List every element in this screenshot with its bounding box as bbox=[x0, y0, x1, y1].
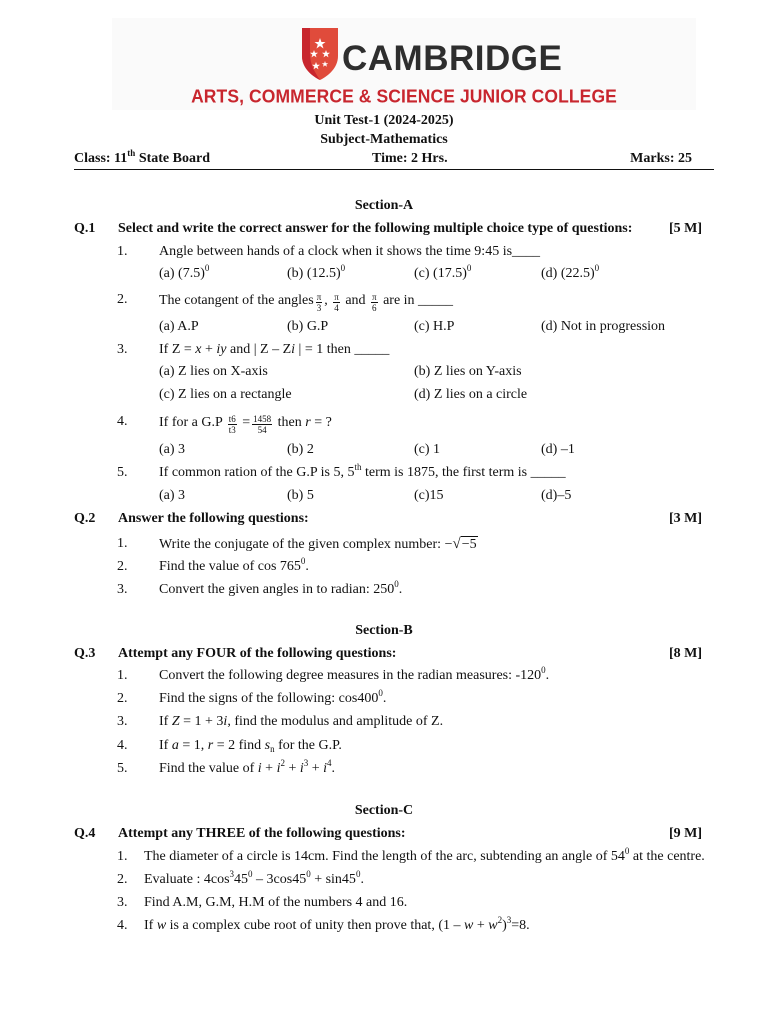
text-run: (b) 2 bbox=[287, 442, 314, 457]
text-run: = ? bbox=[310, 415, 332, 430]
item-number: 3. bbox=[117, 582, 128, 597]
superscript: 0 bbox=[378, 688, 383, 698]
text-run: If bbox=[159, 714, 172, 729]
question-number: Q.3 bbox=[74, 646, 96, 661]
question-item bbox=[117, 556, 717, 579]
superscript: 0 bbox=[204, 263, 210, 273]
text-run: = 1 + 3 bbox=[179, 714, 224, 729]
question-item bbox=[117, 462, 717, 485]
superscript: 3 bbox=[506, 915, 512, 925]
item-text bbox=[159, 714, 443, 730]
option-c bbox=[414, 442, 440, 458]
option-b bbox=[287, 488, 314, 504]
question-marks: [5 M] bbox=[668, 221, 702, 236]
question-instruction: Answer the following questions: bbox=[118, 511, 309, 526]
option-d bbox=[541, 442, 575, 458]
item-number: 3. bbox=[117, 895, 128, 910]
text-run: Time: 2 Hrs. bbox=[372, 151, 448, 166]
question-instruction: Select and write the correct answer for the following multiple choice type of questions: bbox=[118, 221, 633, 236]
text-run: (b) G.P bbox=[287, 319, 329, 334]
text-run: If for a G.P bbox=[159, 415, 226, 430]
option-a bbox=[159, 263, 210, 282]
text-run: Convert the given angles in to radian: 250 bbox=[159, 582, 395, 597]
math-variable: x bbox=[195, 342, 202, 357]
text-run: (b) (12.5) bbox=[287, 266, 341, 281]
item-text bbox=[159, 556, 309, 575]
section-title: Section-B bbox=[355, 623, 413, 638]
superscript: 0 bbox=[624, 846, 630, 856]
exam-meta-row bbox=[74, 150, 714, 170]
superscript: 0 bbox=[394, 579, 399, 589]
question-item bbox=[117, 536, 717, 556]
fraction bbox=[371, 292, 378, 313]
question-header bbox=[74, 826, 704, 846]
text-run: | = 1 then _____ bbox=[295, 342, 390, 357]
question-number: Q.2 bbox=[74, 511, 96, 526]
section-title: Section-C bbox=[354, 803, 414, 818]
item-text bbox=[159, 688, 387, 707]
question-marks: [9 M] bbox=[668, 826, 702, 841]
text-run: Find the value of bbox=[159, 761, 258, 776]
text-run: (d) (22.5) bbox=[541, 266, 595, 281]
text-run: is a complex cube root of unity then prove that, (1 – bbox=[166, 918, 464, 933]
text-run: (c)15 bbox=[414, 488, 444, 503]
text-run: . bbox=[398, 582, 403, 597]
superscript: 0 bbox=[340, 263, 346, 273]
item-number: 1. bbox=[117, 244, 128, 259]
superscript: 3 bbox=[229, 869, 235, 879]
text-run: (a) 3 bbox=[159, 442, 186, 457]
text-run: and | Z – Z bbox=[226, 342, 292, 357]
text-run: ) bbox=[502, 918, 507, 933]
text-run: (d)–5 bbox=[541, 488, 572, 503]
math-variable: Z bbox=[171, 714, 180, 729]
math-variable: i bbox=[299, 761, 304, 776]
text-run: then bbox=[274, 415, 306, 430]
option-b bbox=[287, 442, 314, 458]
item-number: 4. bbox=[117, 414, 128, 429]
text-run: , find the modulus and amplitude of Z. bbox=[227, 714, 444, 729]
text-run: If bbox=[144, 918, 157, 933]
superscript: 0 bbox=[466, 263, 472, 273]
text-run: Find A.M, G.M, H.M of the numbers 4 and 16. bbox=[144, 895, 408, 910]
option-d bbox=[541, 488, 571, 504]
math-variable: iy bbox=[216, 342, 227, 357]
text-run: If bbox=[159, 738, 172, 753]
text-run: (c) 1 bbox=[414, 442, 441, 457]
text-run: Marks: 25 bbox=[630, 151, 692, 166]
question-number: Q.1 bbox=[74, 221, 96, 236]
question-item bbox=[117, 342, 717, 362]
college-header bbox=[112, 18, 696, 110]
text-run: + sin45 bbox=[310, 872, 356, 887]
item-text bbox=[159, 342, 389, 358]
fraction bbox=[252, 414, 272, 435]
text-run: =8. bbox=[511, 918, 530, 933]
text-run: If Z = bbox=[159, 342, 196, 357]
fraction-denominator: 6 bbox=[372, 303, 377, 313]
square-root bbox=[452, 536, 477, 553]
marks-info bbox=[630, 151, 692, 167]
item-number: 5. bbox=[117, 465, 128, 480]
text-run: . bbox=[331, 761, 336, 776]
text-run: (c) (17.5) bbox=[414, 266, 467, 281]
question-instruction: Attempt any THREE of the following questions: bbox=[118, 826, 406, 841]
fraction-numerator: π bbox=[316, 292, 322, 302]
text-run: + bbox=[308, 761, 324, 776]
question-item bbox=[117, 915, 717, 938]
text-run: + bbox=[261, 761, 277, 776]
text-run: (b) Z lies on Y-axis bbox=[414, 364, 522, 379]
fraction-numerator: π bbox=[372, 292, 377, 302]
question-item bbox=[117, 292, 717, 312]
text-run: + bbox=[473, 918, 489, 933]
superscript: 4 bbox=[327, 758, 332, 768]
item-number: 4. bbox=[117, 738, 128, 753]
item-number: 2. bbox=[117, 292, 128, 307]
text-run: = bbox=[238, 415, 251, 430]
superscript: 0 bbox=[355, 869, 361, 879]
item-text bbox=[144, 895, 407, 911]
fraction-denominator: 54 bbox=[257, 425, 267, 435]
time-info bbox=[372, 151, 448, 167]
option-b bbox=[287, 319, 328, 335]
math-variable: i bbox=[291, 342, 296, 357]
question-item bbox=[117, 688, 717, 711]
option-a bbox=[159, 442, 185, 458]
question-item bbox=[117, 846, 717, 869]
text-run: State Board bbox=[135, 151, 210, 166]
text-run: . bbox=[545, 668, 550, 683]
text-run: , bbox=[324, 293, 332, 308]
section-title: Section-A bbox=[354, 198, 414, 213]
math-variable: r bbox=[207, 738, 214, 753]
text-run: (a) 3 bbox=[159, 488, 186, 503]
item-number: 5. bbox=[117, 761, 128, 776]
text-run: − bbox=[444, 537, 453, 552]
text-run: . bbox=[382, 691, 387, 706]
question-instruction: Attempt any FOUR of the following questions: bbox=[118, 646, 397, 661]
item-text bbox=[144, 915, 530, 934]
superscript: th bbox=[354, 462, 362, 472]
math-variable: w bbox=[464, 918, 474, 933]
question-number: Q.4 bbox=[74, 826, 96, 841]
fraction-numerator: 1458 bbox=[253, 414, 272, 424]
math-variable: s bbox=[264, 738, 271, 753]
option-b bbox=[414, 364, 522, 380]
option-b bbox=[287, 263, 346, 282]
text-run: The cotangent of the angles bbox=[159, 293, 314, 308]
item-number: 2. bbox=[117, 559, 128, 574]
text-run: If common ration of the G.P is 5, 5 bbox=[159, 465, 355, 480]
item-text bbox=[159, 414, 332, 435]
option-d bbox=[541, 263, 600, 282]
fraction-denominator: 4 bbox=[334, 303, 339, 313]
text-run: (a) Z lies on X-axis bbox=[159, 364, 268, 379]
subscript: n bbox=[270, 744, 275, 754]
item-number: 3. bbox=[117, 342, 128, 357]
text-run: Class: 11 bbox=[74, 151, 128, 166]
item-text bbox=[159, 244, 540, 260]
question-item bbox=[117, 665, 717, 688]
item-number: 1. bbox=[117, 849, 128, 864]
class-info bbox=[74, 148, 210, 167]
text-run: The diameter of a circle is 14cm. Find the length of the arc, subtending an angle of 54 bbox=[144, 849, 625, 864]
item-number: 4. bbox=[117, 918, 128, 933]
option-c bbox=[159, 387, 292, 403]
math-variable: i bbox=[257, 761, 262, 776]
question-item bbox=[117, 895, 717, 915]
item-number: 3. bbox=[117, 714, 128, 729]
question-item bbox=[117, 869, 717, 892]
superscript: 0 bbox=[248, 869, 253, 879]
question-marks: [8 M] bbox=[668, 646, 702, 661]
option-d bbox=[541, 319, 665, 335]
math-variable: w bbox=[156, 918, 167, 933]
item-number: 1. bbox=[117, 668, 128, 683]
shield-icon bbox=[302, 28, 338, 80]
text-run: and bbox=[341, 293, 370, 308]
text-run: Convert the following degree measures in the radian measures: -120 bbox=[159, 668, 542, 683]
text-run: Write the conjugate of the given complex number: bbox=[159, 537, 445, 552]
option-c bbox=[414, 263, 472, 282]
text-run: = 1, bbox=[178, 738, 208, 753]
text-run: Find the signs of the following: cos400 bbox=[159, 691, 379, 706]
fraction-numerator: π bbox=[334, 292, 339, 302]
text-run: = 2 find bbox=[213, 738, 265, 753]
math-variable: r bbox=[305, 415, 311, 430]
subject-title: Subject-Mathematics bbox=[320, 132, 448, 147]
option-d bbox=[414, 387, 527, 403]
question-marks: [3 M] bbox=[668, 511, 702, 526]
text-run: (d) Not in progression bbox=[541, 319, 666, 334]
math-variable: w bbox=[488, 918, 498, 933]
text-run: . bbox=[360, 872, 364, 887]
text-run: term is 1875, the first term is _____ bbox=[361, 465, 566, 480]
question-item bbox=[117, 244, 717, 264]
fraction bbox=[316, 292, 323, 313]
superscript: 2 bbox=[280, 758, 285, 768]
item-number: 2. bbox=[117, 691, 128, 706]
text-run: (d) Z lies on a circle bbox=[414, 387, 528, 402]
question-item bbox=[117, 714, 717, 734]
text-run: (c) Z lies on a rectangle bbox=[159, 387, 292, 402]
fraction-denominator: t3 bbox=[228, 425, 236, 435]
question-item bbox=[117, 758, 717, 781]
fraction bbox=[228, 414, 237, 435]
text-run: (a) (7.5) bbox=[159, 266, 205, 281]
text-run: at the centre. bbox=[629, 849, 705, 864]
superscript: 0 bbox=[541, 665, 546, 675]
question-header bbox=[74, 221, 704, 241]
text-run: Angle between hands of a clock when it shows the time 9:45 is____ bbox=[159, 244, 541, 259]
superscript: 3 bbox=[303, 758, 309, 768]
item-text bbox=[159, 758, 336, 777]
item-text bbox=[159, 536, 478, 553]
text-run: + bbox=[284, 761, 300, 776]
text-run: (d) –1 bbox=[541, 442, 575, 457]
text-run: (c) H.P bbox=[414, 319, 455, 334]
math-variable: i bbox=[276, 761, 281, 776]
test-title: Unit Test-1 (2024-2025) bbox=[314, 113, 454, 128]
brand-wordmark: CAMBRIDGE bbox=[342, 39, 563, 78]
option-a bbox=[159, 364, 268, 380]
question-item bbox=[117, 414, 717, 434]
fraction bbox=[333, 292, 340, 313]
item-text bbox=[144, 846, 705, 865]
item-text bbox=[159, 292, 453, 313]
fraction-denominator: 3 bbox=[316, 303, 322, 313]
superscript: 0 bbox=[300, 556, 306, 566]
text-run: . bbox=[305, 559, 309, 574]
question-item bbox=[117, 579, 717, 602]
radicand: −5 bbox=[461, 537, 477, 552]
superscript: 2 bbox=[497, 915, 503, 925]
question-header bbox=[74, 646, 704, 666]
radical-sign-icon: √ bbox=[452, 536, 461, 552]
text-run: for the G.P. bbox=[274, 738, 342, 753]
college-name: ARTS, COMMERCE & SCIENCE JUNIOR COLLEGE bbox=[191, 85, 617, 107]
question-header bbox=[74, 511, 704, 531]
text-run: are in _____ bbox=[379, 293, 454, 308]
item-text bbox=[159, 738, 342, 754]
text-run: – 3cos45 bbox=[252, 872, 307, 887]
text-run: + bbox=[201, 342, 217, 357]
text-run: Evaluate : 4cos bbox=[144, 872, 230, 887]
item-text bbox=[159, 462, 566, 481]
item-number: 1. bbox=[117, 536, 128, 551]
math-variable: i bbox=[223, 714, 228, 729]
option-a bbox=[159, 319, 199, 335]
text-run: (a) A.P bbox=[159, 319, 199, 334]
cambridge-logo bbox=[298, 24, 563, 82]
option-a bbox=[159, 488, 185, 504]
text-run: (b) 5 bbox=[287, 488, 314, 503]
math-variable: i bbox=[323, 761, 328, 776]
superscript: th bbox=[127, 148, 136, 158]
superscript: 0 bbox=[594, 263, 600, 273]
item-text bbox=[159, 579, 403, 598]
item-text bbox=[144, 869, 364, 888]
item-text bbox=[159, 665, 550, 684]
math-variable: a bbox=[171, 738, 179, 753]
fraction-numerator: t6 bbox=[228, 414, 236, 424]
option-c bbox=[414, 319, 454, 335]
question-item bbox=[117, 738, 717, 758]
text-run: Find the value of cos 765 bbox=[159, 559, 301, 574]
item-number: 2. bbox=[117, 872, 128, 887]
option-c bbox=[414, 488, 444, 504]
text-run: 45 bbox=[234, 872, 249, 887]
superscript: 0 bbox=[306, 869, 311, 879]
